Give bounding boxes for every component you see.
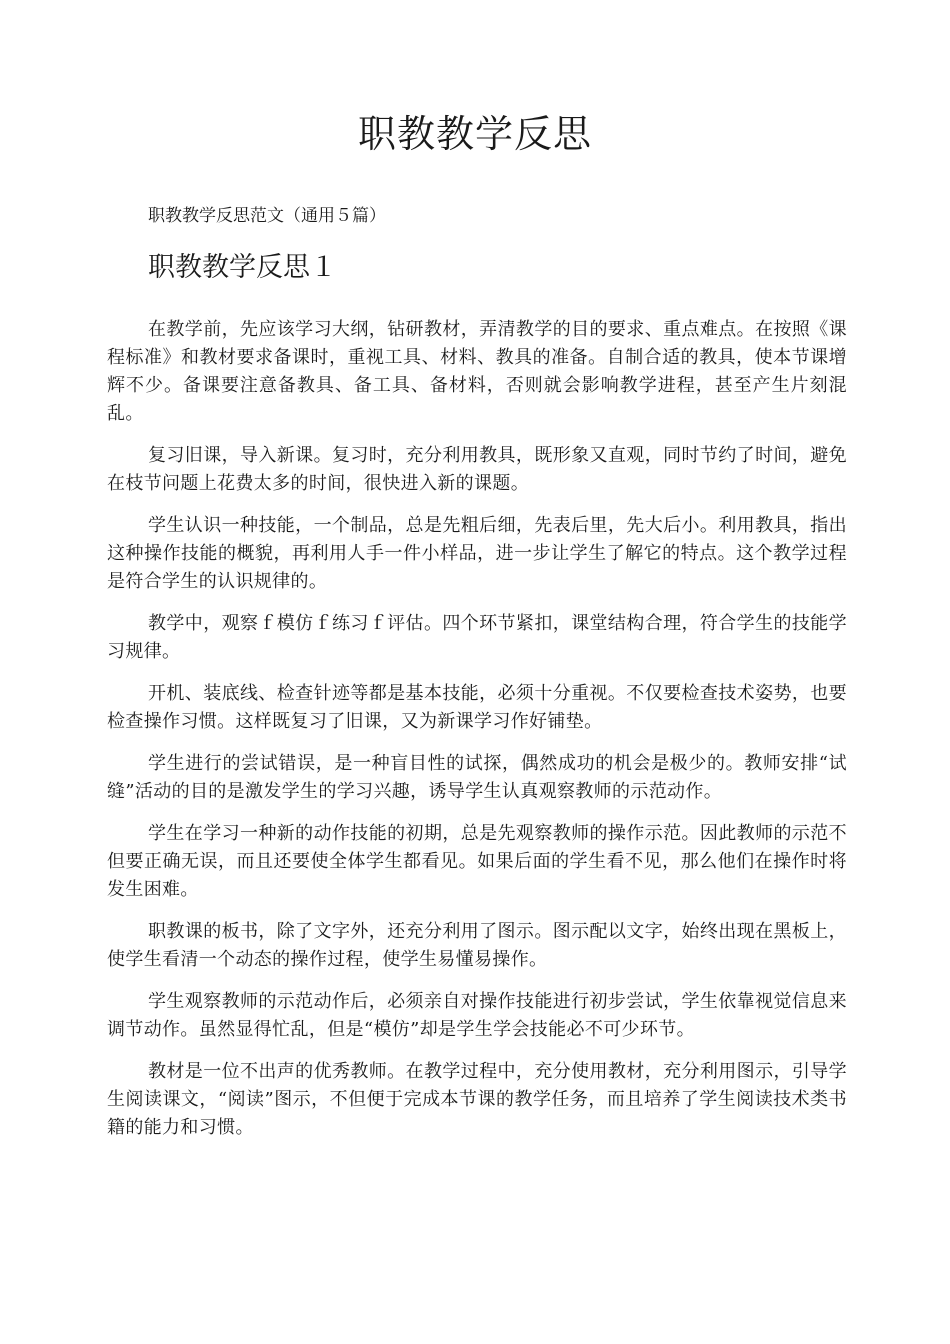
paragraph: 学生认识一种技能，一个制品，总是先粗后细，先表后里，先大后小。利用教具，指出这种操作技能的概貌，再利用人手一件小样品，进一步让学生了解它的特点。这个教学过程是符合学生的认识规律的。 [107, 515, 847, 592]
paragraph: 学生在学习一种新的动作技能的初期，总是先观察教师的操作示范。因此教师的示范不但要正确无误，而且还要使全体学生都看见。如果后面的学生看不见，那么他们在操作时将发生困难。 [107, 823, 847, 900]
paragraph: 职教课的板书，除了文字外，还充分利用了图示。图示配以文字，始终出现在黑板上，使学生看清一个动态的操作过程，使学生易懂易操作。 [107, 921, 847, 970]
document-body [107, 316, 847, 1156]
paragraph: 在教学前，先应该学习大纲，钻研教材，弄清教学的目的要求、重点难点。在按照《课程标准》和教材要求备课时，重视工具、材料、教具的准备。自制合适的教具，使本节课增辉不少。备课要注意备教具、备工具、备材料，否则就会影响教学进程，甚至产生片刻混乱。 [107, 319, 847, 424]
document-subtitle: 职教教学反思范文（通用５篇） [148, 206, 386, 226]
paragraph: 复习旧课，导入新课。复习时，充分利用教具，既形象又直观，同时节约了时间，避免在枝节问题上花费太多的时间，很快进入新的课题。 [107, 445, 847, 494]
paragraph: 学生观察教师的示范动作后，必须亲自对操作技能进行初步尝试，学生依靠视觉信息来调节动作。虽然显得忙乱，但是“模仿”却是学生学会技能必不可少环节。 [107, 991, 847, 1040]
paragraph: 学生进行的尝试错误，是一种盲目性的试探，偶然成功的机会是极少的。教师安排“试缝”活动的目的是激发学生的学习兴趣，诱导学生认真观察教师的示范动作。 [107, 753, 847, 802]
paragraph: 开机、装底线、检查针迹等都是基本技能，必须十分重视。不仅要检查技术姿势，也要检查操作习惯。这样既复习了旧课，又为新课学习作好铺垫。 [107, 683, 847, 732]
document-title: 职教教学反思 [357, 112, 592, 156]
section-heading: 职教教学反思１ [148, 252, 337, 283]
paragraph: 教学中，观察ｆ模仿ｆ练习ｆ评估。四个环节紧扣，课堂结构合理，符合学生的技能学习规律。 [107, 613, 847, 662]
paragraph: 教材是一位不出声的优秀教师。在教学过程中，充分使用教材，充分利用图示，引导学生阅读课文，“阅读”图示，不但便于完成本节课的教学任务，而且培养了学生阅读技术类书籍的能力和习惯。 [107, 1061, 847, 1138]
